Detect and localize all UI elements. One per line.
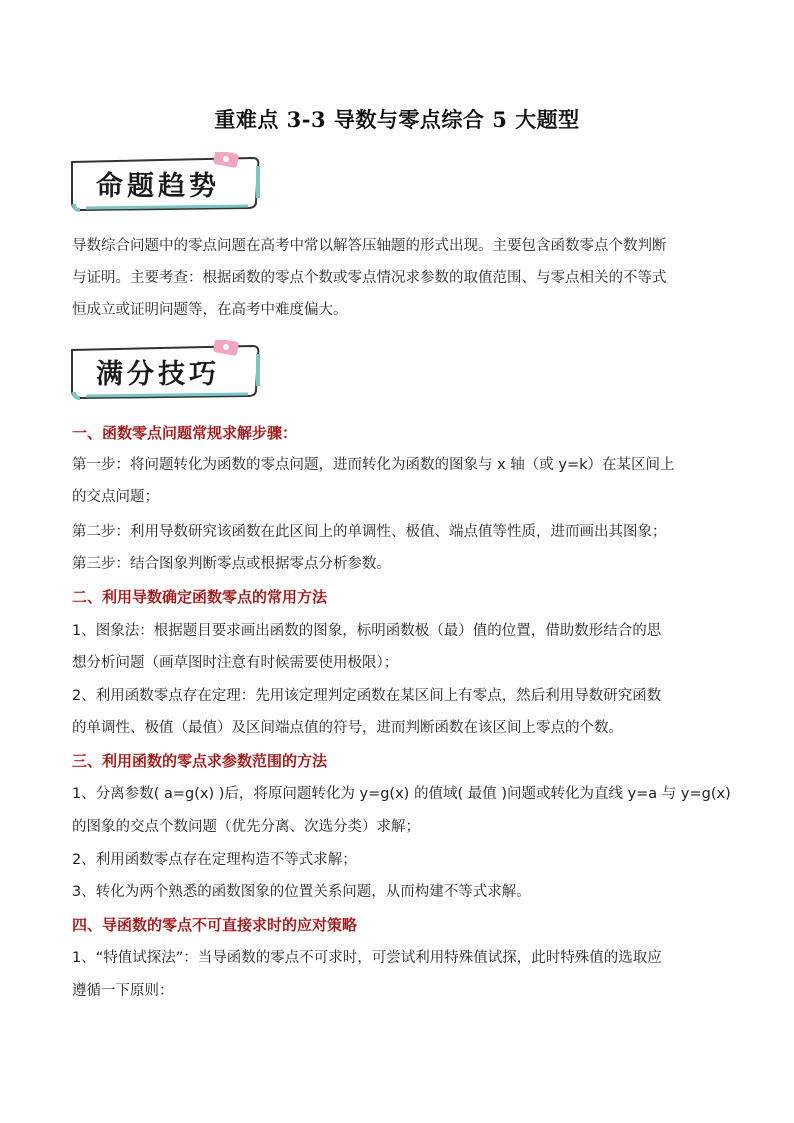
section-heading: 一、函数零点问题常规求解步骤： (72, 424, 298, 442)
section-line: 2、利用函数零点存在定理：先用该定理判定函数在某区间上有零点，然后利用导数研究函数 (72, 688, 662, 704)
intro-line: 导数综合问题中的零点问题在高考中常以解答压轴题的形式出现。主要包含函数零点个数判断 (72, 238, 667, 254)
section-line: 的交点问题； (72, 489, 159, 505)
section-line: 第二步：利用导数研究该函数在此区间上的单调性、极值、端点值等性质，进而画出其图象； (72, 524, 667, 540)
section-heading: 四、导函数的零点不可直接求时的应对策略 (72, 916, 358, 934)
section-heading: 三、利用函数的零点求参数范围的方法 (72, 752, 328, 770)
banner-text-trend: 命题趋势 (96, 171, 220, 202)
section-banner-skills (66, 340, 266, 402)
banner-text-skills: 满分技巧 (96, 359, 220, 390)
section-line: 1、图象法：根据题目要求画出函数的图象，标明函数极（最）值的位置，借助数形结合的思 (72, 623, 662, 639)
section-line: 2、利用函数零点存在定理构造不等式求解； (72, 852, 357, 868)
page-title: 重难点 3-3 导数与零点综合 5 大题型 (214, 107, 580, 132)
section-line: 遵循一下原则： (72, 983, 174, 999)
section-line: 的图象的交点个数问题（优先分离、次选分类）求解； (72, 819, 420, 835)
intro-line: 恒成立或证明问题等，在高考中难度偏大。 (72, 302, 348, 318)
intro-paragraph (72, 230, 724, 326)
section-line: 1、分离参数( a=g(x) )后，将原问题转化为 y=g(x) 的值域( 最值 )问题或转化为直线 y=a 与 y=g(x) (72, 786, 731, 802)
section-line: 第一步：将问题转化为函数的零点问题，进而转化为函数的图象与 x 轴（或 y=k）在某区间上 (72, 457, 675, 473)
section-heading: 二、利用导数确定函数零点的常用方法 (72, 588, 328, 606)
section-line: 1、“特值试探法”：当导函数的零点不可求时，可尝试利用特殊值试探，此时特殊值的选取应 (72, 950, 662, 966)
section-line: 的单调性、极值（最值）及区间端点值的符号，进而判断函数在该区间上零点的个数。 (72, 720, 623, 736)
intro-line: 与证明。主要考查：根据函数的零点个数或零点情况求参数的取值范围、与零点相关的不等式 (72, 270, 667, 286)
section-line: 第三步：结合图象判断零点或根据零点分析参数。 (72, 556, 391, 572)
section-banner-trend (66, 152, 266, 214)
section-line: 想分析问题（画草图时注意有时候需要使用极限）； (72, 655, 399, 671)
section-line: 3、转化为两个熟悉的函数图象的位置关系问题，从而构建不等式求解。 (72, 884, 531, 900)
